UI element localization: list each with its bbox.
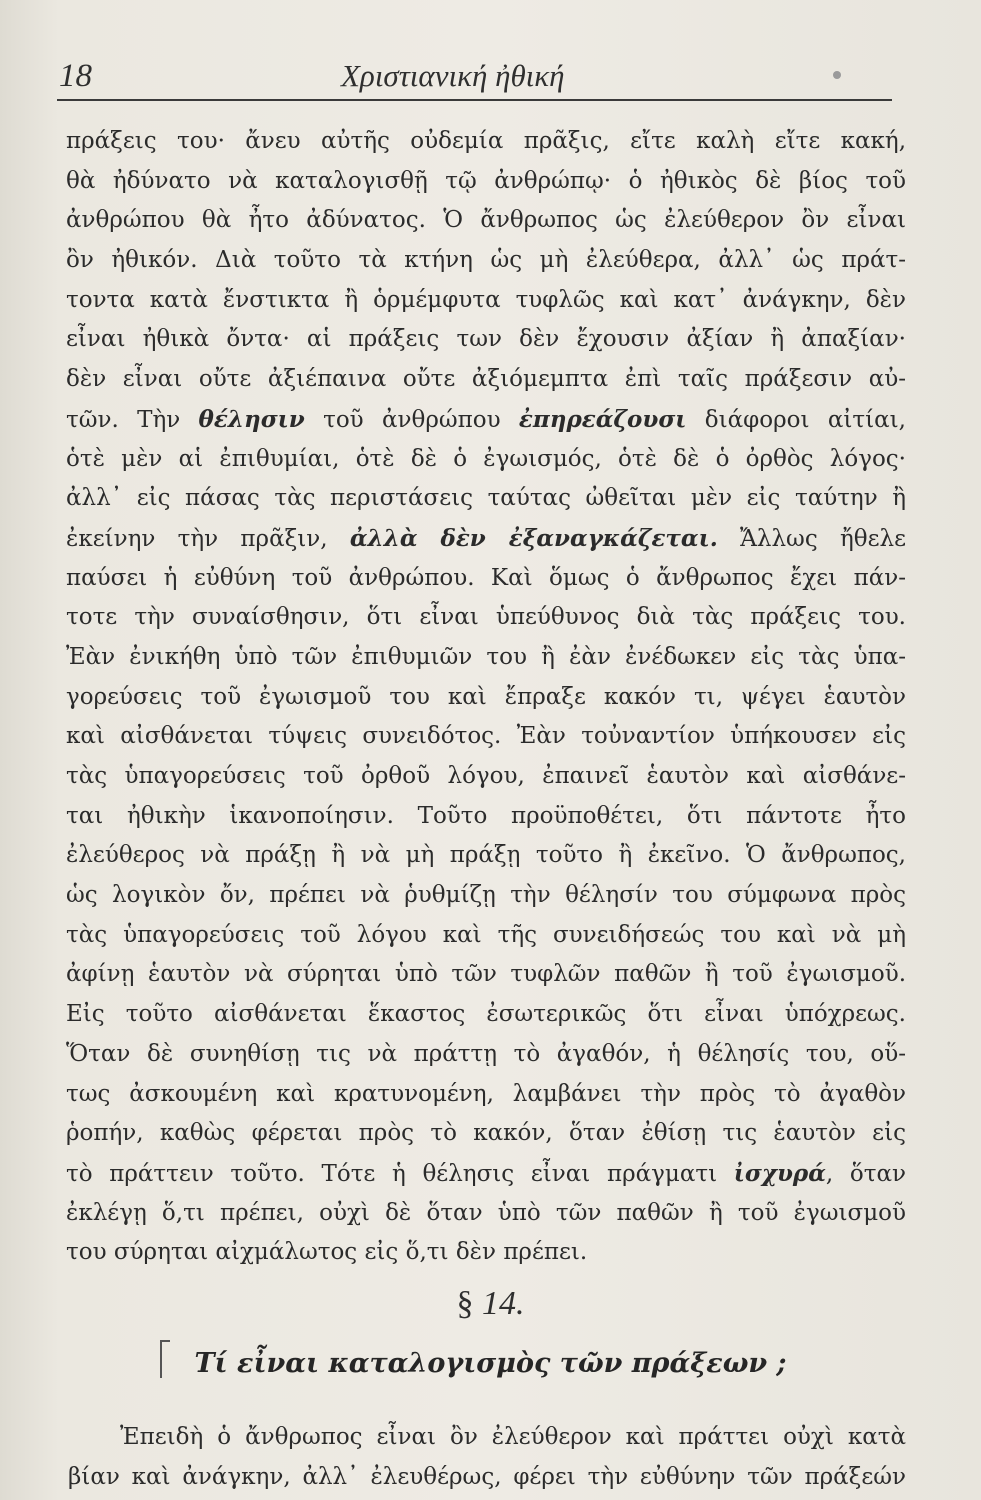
emphasized-phrase: ἐπηρεάζουσι (518, 405, 687, 433)
text-line: καὶ αἰσθάνεται τύψεις συνειδότος. Ἐὰν τοὐναντίον ὑπήκουσεν εἰς (66, 723, 906, 750)
text-line: βίαν καὶ ἀνάγκην, ἀλλ᾽ ἐλευθέρως, φέρει τὴν εὐθύνην τῶν πράξεών (68, 1463, 906, 1490)
text-line: ἀλλ᾽ εἰς πάσας τὰς περιστάσεις ταύτας ὠθεῖται μὲν εἰς ταύτην ἢ (66, 485, 906, 512)
emphasized-phrase: θέλησιν (198, 405, 305, 433)
text-line: τὰς ὑπαγορεύσεις τοῦ ὀρθοῦ λόγου, ἐπαινεῖ ἑαυτὸν καὶ αἰσθάνε- (66, 763, 906, 789)
text-line: ὡς λογικὸν ὄν, πρέπει νὰ ῥυθμίζῃ τὴν θέλησίν του σύμφωνα πρὸς (66, 882, 906, 909)
text-line: ται ἠθικὴν ἱκανοποίησιν. Τοῦτο προϋποθέτει, ὅτι πάντοτε ἦτο (66, 802, 906, 829)
text-line: τοντα κατὰ ἔνστικτα ἢ ὁρμέμφυτα τυφλῶς καὶ κατ᾽ ἀνάγκην, δὲν (66, 286, 906, 313)
section-number-value: 14. (482, 1285, 525, 1322)
section-number (0, 1285, 981, 1323)
text-line: θὰ ἠδύνατο νὰ καταλογισθῇ τῷ ἀνθρώπῳ· ὁ ἠθικὸς δὲ βίος τοῦ (66, 167, 906, 194)
text-line: εἶναι ἠθικὰ ὄντα· αἱ πράξεις των δὲν ἔχουσιν ἀξίαν ἢ ἀπαξίαν· (66, 326, 906, 353)
page-header (57, 40, 890, 100)
text-line: ῥοπήν, καθὼς φέρεται πρὸς τὸ κακόν, ὅταν ἐθίσῃ τις ἑαυτὸν εἰς (66, 1120, 906, 1147)
text-line: Ὅταν δὲ συνηθίσῃ τις νὰ πράττῃ τὸ ἀγαθόν, ἡ θέλησίς του, οὕ- (66, 1040, 906, 1067)
text-line: τως ἀσκουμένη καὶ κρατυνομένη, λαμβάνει τὴν πρὸς τὸ ἀγαθὸν (66, 1080, 906, 1107)
header-rule (57, 99, 892, 101)
ink-speck (833, 71, 841, 79)
text-line: τὰς ὑπαγορεύσεις τοῦ λόγου καὶ τῆς συνειδήσεώς του καὶ νὰ μὴ (66, 921, 906, 948)
text-line: του σύρηται αἰχμάλωτος εἰς ὅ,τι δὲν πρέπει. (66, 1239, 588, 1266)
text-line: ὂν ἠθικόν. Διὰ τοῦτο τὰ κτήνη ὡς μὴ ἐλεύθερα, ἀλλ᾽ ὡς πράτ- (66, 247, 906, 274)
text-line: ἐκλέγῃ ὅ,τι πρέπει, οὐχὶ δὲ ὅταν ὑπὸ τῶν παθῶν ἢ τοῦ ἐγωισμοῦ (66, 1199, 906, 1226)
text-line: Ἐπειδὴ ὁ ἄνθρωπος εἶναι ὂν ἐλεύθερον καὶ πράττει οὐχὶ κατὰ (120, 1424, 906, 1450)
text-line: Εἰς τοῦτο αἰσθάνεται ἕκαστος ἐσωτερικῶς ὅτι εἶναι ὑπόχρεως. (66, 1001, 906, 1028)
body-text (66, 122, 906, 1273)
text-line: τὸ πράττειν τοῦτο. Τότε ἡ θέλησις εἶναι πράγματι ἰσχυρά, ὅταν (66, 1159, 906, 1187)
text-line: ἐλεύθερος νὰ πράξῃ ἢ νὰ μὴ πράξῃ τοῦτο ἢ ἐκεῖνο. Ὁ ἄνθρωπος, (66, 842, 906, 869)
page-number: 18 (59, 58, 92, 94)
running-title: Χριστιανική ἠθική (341, 58, 565, 93)
emphasized-phrase: ἀλλὰ δὲν ἐξαναγκάζεται. (349, 524, 718, 552)
text-line: ἀφίνῃ ἑαυτὸν νὰ σύρηται ὑπὸ τῶν τυφλῶν παθῶν ἢ τοῦ ἐγωισμοῦ. (66, 961, 906, 988)
text-line: ἐκείνην τὴν πρᾶξιν, ἀλλὰ δὲν ἐξαναγκάζεται. Ἄλλως ἤθελε (66, 524, 907, 552)
section-title: Τί εἶναι καταλογισμὸς τῶν πράξεων ; (194, 1348, 787, 1379)
text-line: παύσει ἡ εὐθύνη τοῦ ἀνθρώπου. Καὶ ὅμως ὁ ἄνθρωπος ἔχει πάν- (66, 564, 906, 591)
text-line: ἀνθρώπου θὰ ἦτο ἀδύνατος. Ὁ ἄνθρωπος ὡς ἐλεύθερον ὂν εἶναι (66, 207, 906, 234)
text-line: γορεύσεις τοῦ ἐγωισμοῦ του καὶ ἔπραξε κακόν τι, ψέγει ἑαυτὸν (66, 683, 906, 710)
text-line: Ἐὰν ἐνικήθη ὑπὸ τῶν ἐπιθυμιῶν του ἢ ἐὰν ἐνέδωκεν εἰς τὰς ὑπα- (66, 643, 906, 670)
text-line: πράξεις του· ἄνευ αὐτῆς οὐδεμία πρᾶξις, εἴτε καλὴ εἴτε κακή, (66, 128, 906, 154)
emphasized-phrase: ἰσχυρά (733, 1159, 826, 1187)
text-line: δὲν εἶναι οὔτε ἀξιέπαινα οὔτε ἀξιόμεμπτα ἐπὶ ταῖς πράξεσιν αὐ- (66, 366, 906, 393)
text-line: τοτε τὴν συναίσθησιν, ὅτι εἶναι ὑπεύθυνος διὰ τὰς πράξεις του. (66, 604, 906, 631)
text-line: τῶν. Τὴν θέλησιν τοῦ ἀνθρώπου ἐπηρεάζουσι διάφοροι αἰτίαι, (66, 405, 906, 433)
section-symbol: § (456, 1285, 474, 1322)
text-line: ὁτὲ μὲν αἱ ἐπιθυμίαι, ὁτὲ δὲ ὁ ἐγωισμός, ὁτὲ δὲ ὁ ὀρθὸς λόγος· (66, 445, 906, 472)
section-body-text (68, 1418, 906, 1497)
